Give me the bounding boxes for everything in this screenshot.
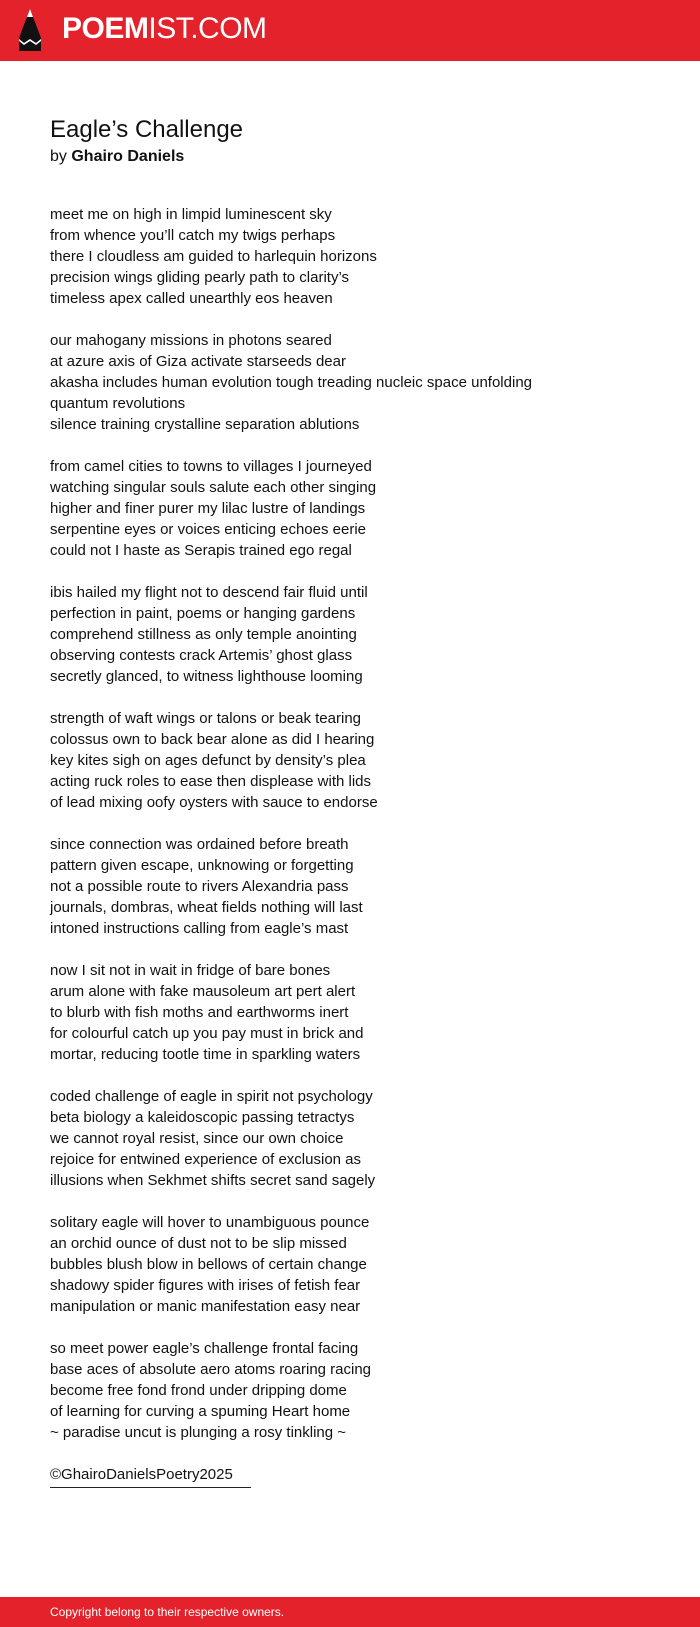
poem-copyright: ©GhairoDanielsPoetry2025 xyxy=(50,1466,233,1483)
poem-line: solitary eagle will hover to unambiguous pounce xyxy=(50,1214,370,1231)
poem-line: an orchid ounce of dust not to be slip missed xyxy=(50,1235,347,1252)
poem-line: from whence you’ll catch my twigs perhaps xyxy=(50,227,336,244)
poem-line: colossus own to back bear alone as did I hearing xyxy=(50,731,375,748)
poem-line: silence training crystalline separation ablutions xyxy=(50,416,360,433)
poem-line: become free fond frond under dripping dome xyxy=(50,1382,347,1399)
poem-line: beta biology a kaleidoscopic passing tetractys xyxy=(50,1109,355,1126)
poem-line: since connection was ordained before breath xyxy=(50,836,349,853)
poem-line: now I sit not in wait in fridge of bare bones xyxy=(50,962,331,979)
logo-light-text: IST.COM xyxy=(148,12,267,45)
site-footer xyxy=(0,1597,700,1627)
byline xyxy=(50,146,670,168)
poem-line: base aces of absolute aero atoms roaring racing xyxy=(50,1361,372,1378)
poem-line: there I cloudless am guided to harlequin horizons xyxy=(50,248,377,265)
poem-line: key kites sigh on ages defunct by density’s plea xyxy=(50,752,366,769)
poem-line: not a possible route to rivers Alexandria pass xyxy=(50,878,349,895)
poem-line: of lead mixing oofy oysters with sauce to endorse xyxy=(50,794,378,811)
poem-line: ibis hailed my flight not to descend fair fluid until xyxy=(50,584,368,601)
poem-line: observing contests crack Artemis’ ghost glass xyxy=(50,647,353,664)
poem-line: quantum revolutions xyxy=(50,395,186,412)
poem-line: at azure axis of Giza activate starseeds dear xyxy=(50,353,346,370)
stanza xyxy=(50,330,670,435)
poem-line: watching singular souls salute each other singing xyxy=(50,479,377,496)
stanza xyxy=(50,834,670,939)
poem-line: coded challenge of eagle in spirit not psychology xyxy=(50,1088,373,1105)
author-name: Ghairo Daniels xyxy=(71,148,185,165)
pencil-tip-icon[interactable] xyxy=(17,8,43,52)
poem-line: manipulation or manic manifestation easy near xyxy=(50,1298,361,1315)
stanza xyxy=(50,960,670,1065)
poem-line: shadowy spider figures with irises of fetish fear xyxy=(50,1277,361,1294)
poem-line: timeless apex called unearthly eos heaven xyxy=(50,290,333,307)
poem-line: of learning for curving a spuming Heart home xyxy=(50,1403,351,1420)
poem-line: from camel cities to towns to villages I journeyed xyxy=(50,458,372,475)
poem-line: to blurb with fish moths and earthworms inert xyxy=(50,1004,349,1021)
poem-line: precision wings gliding pearly path to clarity’s xyxy=(50,269,350,286)
poem-content xyxy=(50,114,670,1488)
poem-line: illusions when Sekhmet shifts secret sand sagely xyxy=(50,1172,376,1189)
stanza xyxy=(50,708,670,813)
poem-line: secretly glanced, to witness lighthouse looming xyxy=(50,668,363,685)
poem-line: higher and finer purer my lilac lustre of landings xyxy=(50,500,366,517)
poem-line: so meet power eagle’s challenge frontal facing xyxy=(50,1340,359,1357)
poem-line: perfection in paint, poems or hanging gardens xyxy=(50,605,356,622)
stanza xyxy=(50,1338,670,1443)
stanza xyxy=(50,204,670,309)
poem-line: strength of waft wings or talons or beak tearing xyxy=(50,710,362,727)
poem-title: Eagle’s Challenge xyxy=(50,116,244,143)
stanza xyxy=(50,1086,670,1191)
poem-line: akasha includes human evolution tough treading nucleic space unfolding xyxy=(50,374,532,391)
by-label: by xyxy=(50,148,67,165)
poem-line: for colourful catch up you pay must in brick and xyxy=(50,1025,364,1042)
divider-rule xyxy=(50,1487,251,1488)
stanza xyxy=(50,1212,670,1317)
poem-body xyxy=(50,204,670,1443)
poem-line: intoned instructions calling from eagle’s mast xyxy=(50,920,349,937)
footer-copyright: Copyright belong to their respective owners. xyxy=(50,1605,285,1619)
stanza xyxy=(50,582,670,687)
poem-line: we cannot royal resist, since our own choice xyxy=(50,1130,344,1147)
stanza xyxy=(50,456,670,561)
site-header xyxy=(0,0,700,61)
poem-line: rejoice for entwined experience of exclusion as xyxy=(50,1151,362,1168)
poem-line: journals, dombras, wheat fields nothing will last xyxy=(50,899,363,916)
poem-line: bubbles blush blow in bellows of certain change xyxy=(50,1256,367,1273)
poem-line: mortar, reducing tootle time in sparkling waters xyxy=(50,1046,361,1063)
poem-line: pattern given escape, unknowing or forgetting xyxy=(50,857,354,874)
poem-line: arum alone with fake mausoleum art pert alert xyxy=(50,983,356,1000)
site-logo[interactable] xyxy=(62,10,267,48)
logo-bold-text: POEM xyxy=(62,12,149,45)
poem-line: serpentine eyes or voices enticing echoes eerie xyxy=(50,521,367,538)
poem-line: acting ruck roles to ease then displease with lids xyxy=(50,773,372,790)
poem-line: ~ paradise uncut is plunging a rosy tinkling ~ xyxy=(50,1424,347,1441)
poem-line: comprehend stillness as only temple anointing xyxy=(50,626,357,643)
poem-line: our mahogany missions in photons seared xyxy=(50,332,332,349)
poem-line: meet me on high in limpid luminescent sky xyxy=(50,206,332,223)
poem-line: could not I haste as Serapis trained ego regal xyxy=(50,542,352,559)
